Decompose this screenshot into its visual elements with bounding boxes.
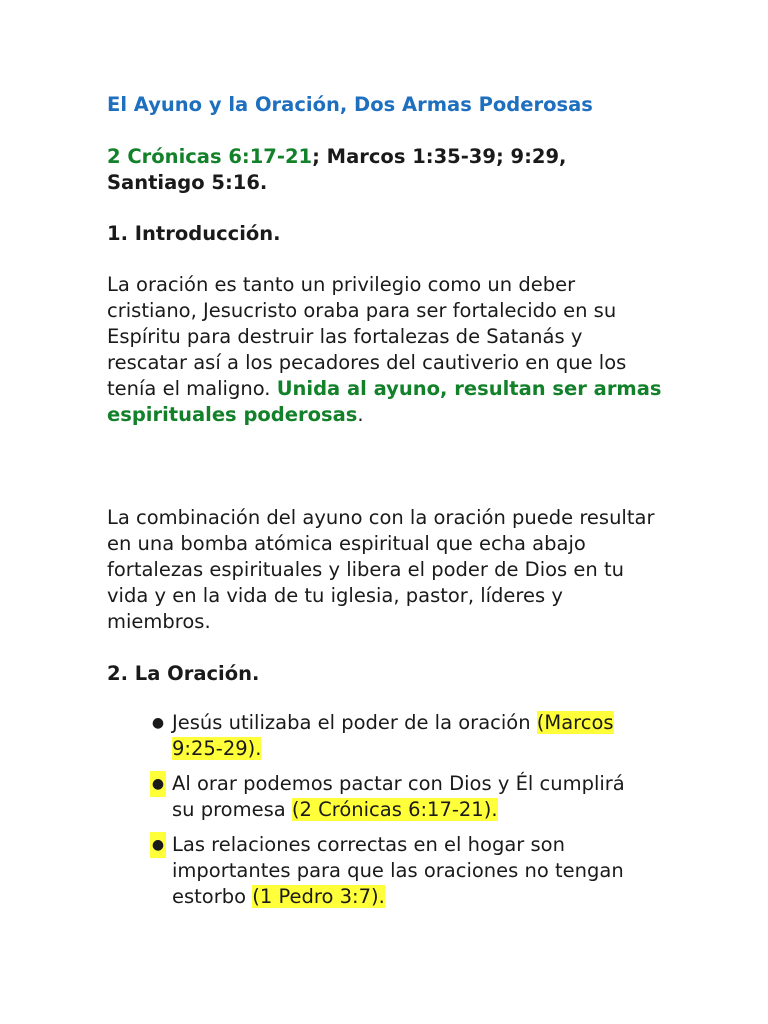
- highlighted-reference: (Marcos 9:25-29).: [172, 711, 614, 760]
- intro-paragraph-1: [107, 272, 667, 428]
- list-item-text: Al orar podemos pactar con Dios y Él cumplirá su promesa: [172, 772, 625, 821]
- list-item-text: Jesús utilizaba el poder de la oración: [172, 711, 537, 734]
- oracion-bullet-list: [107, 710, 652, 910]
- highlighted-reference: (1 Pedro 3:7).: [252, 885, 385, 908]
- section-heading-introduccion: 1. Introducción.: [107, 222, 281, 245]
- highlighted-reference: (2 Crónicas 6:17-21).: [291, 798, 498, 821]
- intro-paragraph-1-end: .: [357, 403, 364, 426]
- intro-paragraph-1-text: La oración es tanto un privilegio como un deber cristiano, Jesucristo oraba para ser fortalecido en su Espíritu para destruir las fortalezas de Satanás y rescatar así a los pecadores del cautiverio en que los tenía el maligno.: [107, 273, 627, 400]
- document-page: [107, 92, 667, 919]
- section-heading-oracion: 2. La Oración.: [107, 662, 260, 685]
- intro-paragraph-2: La combinación del ayuno con la oración puede resultar en una bomba atómica espiritual que echa abajo fortalezas espirituales y libera el poder de Dios en tu vida y en la vida de tu iglesia, pastor, líderes y miembros.: [107, 506, 655, 633]
- scripture-references-rest: ; Marcos 1:35-39; 9:29, Santiago 5:16.: [107, 145, 567, 194]
- bullet-icon: ●: [150, 771, 166, 797]
- intro-paragraph-1-emphasis: Unida al ayuno, resultan ser armas espirituales poderosas: [107, 377, 662, 426]
- scripture-link[interactable]: 2 Crónicas 6:17-21: [107, 145, 313, 168]
- list-item: [151, 710, 652, 762]
- bullet-icon: ●: [150, 832, 166, 858]
- list-item: [151, 771, 652, 823]
- list-item-text: Las relaciones correctas en el hogar son importantes para que las oraciones no tengan estorbo: [172, 833, 624, 908]
- document-title: El Ayuno y la Oración, Dos Armas Poderosas: [107, 93, 593, 116]
- list-item: [151, 832, 652, 910]
- bullet-icon: ●: [151, 715, 165, 731]
- scripture-references: [107, 144, 667, 196]
